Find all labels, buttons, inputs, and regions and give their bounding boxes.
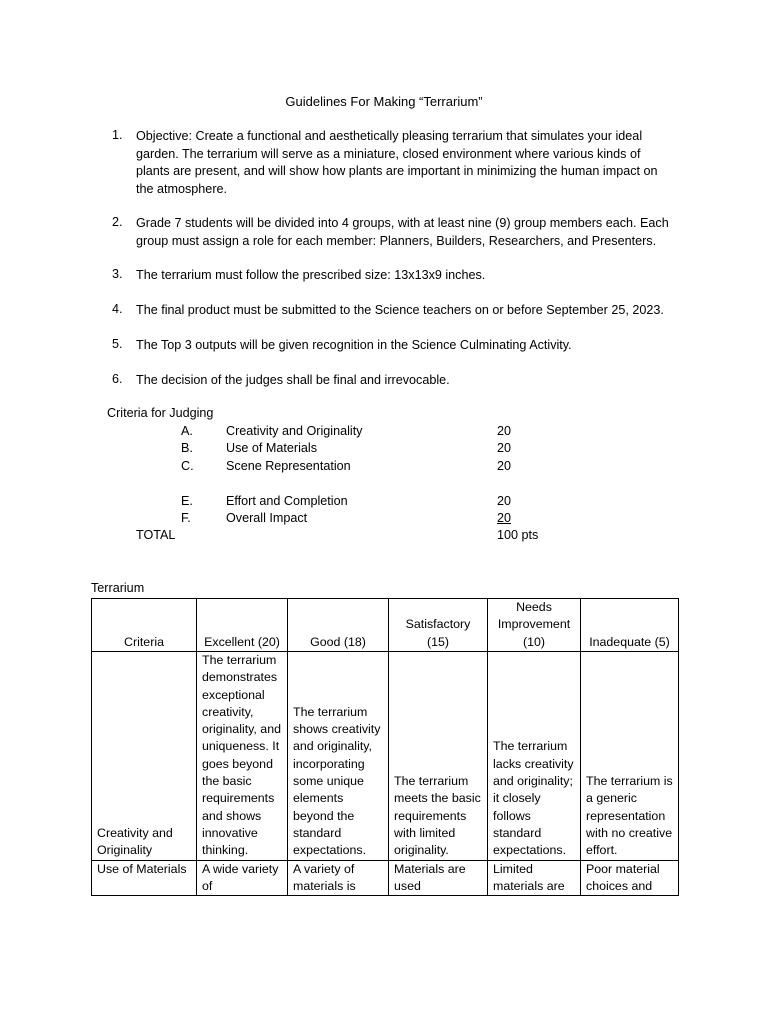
- criteria-letter: F.: [181, 511, 191, 525]
- rubric-header-row: [92, 599, 679, 652]
- criteria-points: 20: [497, 511, 512, 525]
- guideline-number: 4.: [112, 302, 123, 316]
- guideline-text: The terrarium must follow the prescribed size: 13x13x9 inches.: [136, 268, 486, 282]
- page-title: Guidelines For Making “Terrarium”: [285, 94, 483, 109]
- guideline-item: [0, 215, 768, 251]
- criteria-name: Creativity and Originality: [226, 424, 363, 438]
- rubric-cell: Use of Materials: [92, 860, 197, 896]
- guideline-number: 1.: [112, 128, 123, 142]
- rubric-header: Satisfactory (15): [389, 599, 488, 652]
- guideline-text: The Top 3 outputs will be given recognition in the Science Culminating Activity.: [136, 338, 572, 352]
- criteria-points: 20: [497, 459, 512, 473]
- table-row: [92, 860, 679, 896]
- criteria-row: [0, 459, 768, 476]
- criteria-row: [0, 424, 768, 441]
- criteria-row: [0, 511, 768, 528]
- guideline-text: The final product must be submitted to the Science teachers on or before September 25, 2023.: [136, 303, 664, 317]
- rubric-header: Good (18): [288, 599, 389, 652]
- guideline-number: 5.: [112, 337, 123, 351]
- guideline-text: Grade 7 students will be divided into 4 groups, with at least nine (9) group members each. Each group must assign a role for each member: Planners, Builders, Researchers, and Presenters.: [136, 216, 669, 248]
- rubric-cell: The terrarium shows creativity and originality, incorporating some unique elements beyond the standard expectations.: [288, 652, 389, 861]
- criteria-row: [0, 494, 768, 511]
- guideline-item: [0, 372, 768, 390]
- rubric-header: Excellent (20): [197, 599, 288, 652]
- guideline-item: [0, 128, 768, 198]
- criteria-points: 20: [497, 494, 512, 508]
- criteria-heading: Criteria for Judging: [107, 406, 214, 420]
- rubric-table: [91, 598, 679, 896]
- criteria-letter: A.: [181, 424, 193, 438]
- criteria-name: Overall Impact: [226, 511, 308, 525]
- guideline-item: [0, 267, 768, 285]
- rubric-cell: The terrarium meets the basic requirements with limited originality.: [389, 652, 488, 861]
- criteria-name: Use of Materials: [226, 441, 317, 455]
- rubric-cell: A variety of materials is: [288, 860, 389, 896]
- rubric-cell: Materials are used: [389, 860, 488, 896]
- rubric-cell: Poor material choices and: [581, 860, 679, 896]
- rubric-header: Inadequate (5): [581, 599, 679, 652]
- criteria-name: Effort and Completion: [226, 494, 348, 508]
- criteria-row: [0, 441, 768, 458]
- criteria-letter: B.: [181, 441, 193, 455]
- rubric-header: Needs Improvement (10): [488, 599, 581, 652]
- guideline-number: 3.: [112, 267, 123, 281]
- guideline-item: [0, 337, 768, 355]
- guideline-text: Objective: Create a functional and aesthetically pleasing terrarium that simulates your ideal garden. The terrarium will serve as a miniature, closed environment where various kinds of plants are present, and will show how plants are important in minimizing the human impact on the atmosphere.: [136, 129, 658, 196]
- criteria-letter: E.: [181, 494, 193, 508]
- criteria-letter: C.: [181, 459, 194, 473]
- guideline-text: The decision of the judges shall be final and irrevocable.: [136, 373, 450, 387]
- table-row: [92, 652, 679, 861]
- total-points: 100 pts: [497, 528, 539, 542]
- rubric-cell: A wide variety of: [197, 860, 288, 896]
- criteria-points: 20: [497, 424, 512, 438]
- criteria-points: 20: [497, 441, 512, 455]
- rubric-cell: The terrarium lacks creativity and originality; it closely follows standard expectations.: [488, 652, 581, 861]
- rubric-cell: Limited materials are: [488, 860, 581, 896]
- guideline-number: 2.: [112, 215, 123, 229]
- criteria-name: Scene Representation: [226, 459, 351, 473]
- rubric-cell: The terrarium is a generic representation with no creative effort.: [581, 652, 679, 861]
- guideline-number: 6.: [112, 372, 123, 386]
- guideline-item: [0, 302, 768, 320]
- total-label: TOTAL: [136, 528, 176, 542]
- rubric-cell: The terrarium demonstrates exceptional creativity, originality, and uniqueness. It goes beyond the basic requirements and shows innovative thinking.: [197, 652, 288, 861]
- rubric-cell: Creativity and Originality: [92, 652, 197, 861]
- rubric-label: Terrarium: [91, 581, 145, 595]
- rubric-header: Criteria: [92, 599, 197, 652]
